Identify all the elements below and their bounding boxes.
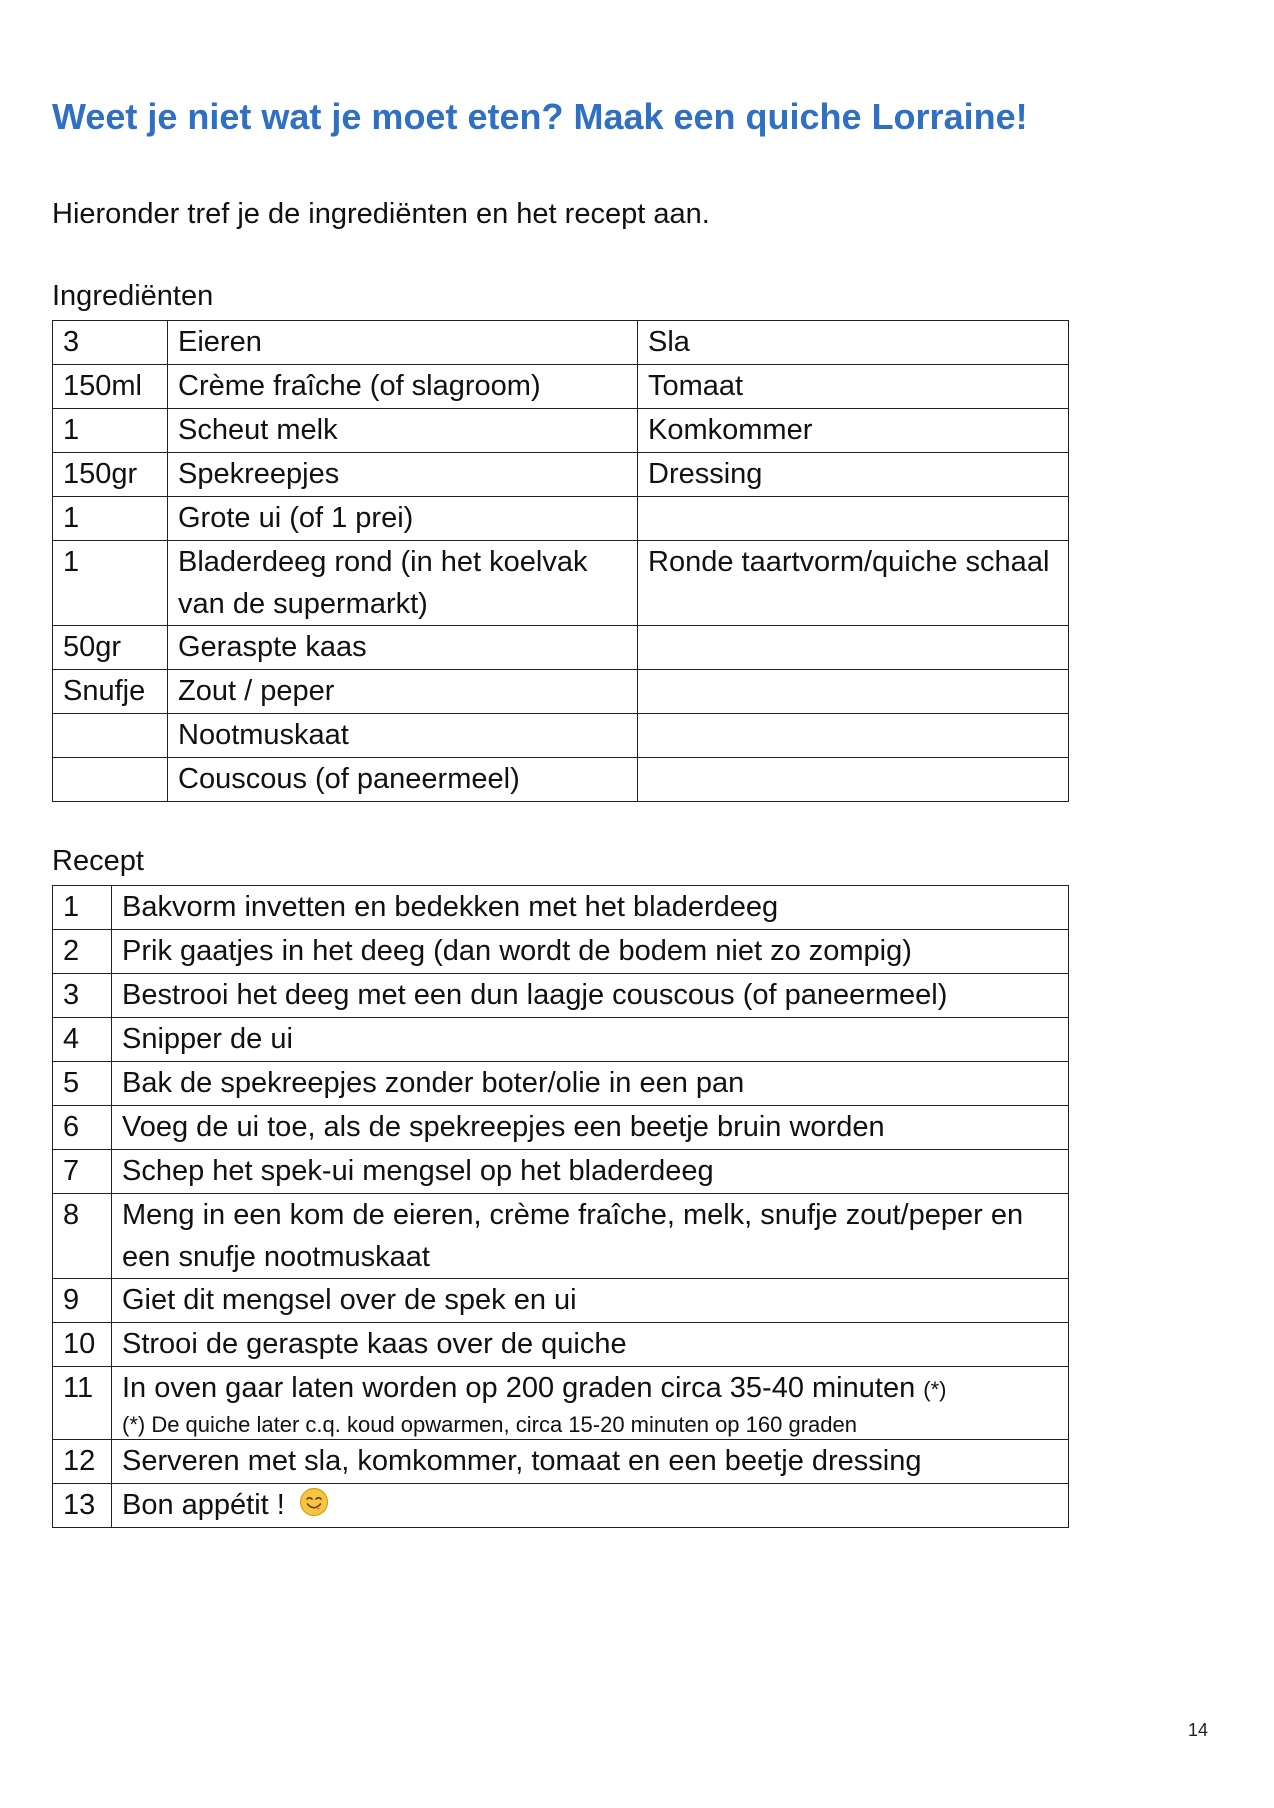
table-row [53, 409, 1069, 453]
step-number: 9 [53, 1279, 112, 1323]
step-text: In oven gaar laten worden op 200 graden circa 35-40 minuten [122, 1372, 916, 1404]
table-row [53, 321, 1069, 365]
step-text: Meng in een kom de eieren, crème fraîche, melk, snufje zout/peper en een snufje nootmuskaat [112, 1194, 1069, 1279]
step-number: 13 [53, 1484, 112, 1528]
table-row [53, 1484, 1069, 1528]
table-row [53, 758, 1069, 802]
intro-text: Hieronder tref je de ingrediënten en het recept aan. [52, 198, 710, 230]
step-text: Strooi de geraspte kaas over de quiche [112, 1323, 1069, 1367]
step-text: Bon appétit ! [122, 1489, 285, 1521]
step-text: Bestrooi het deeg met een dun laagje couscous (of paneermeel) [112, 974, 1069, 1018]
table-row [53, 1323, 1069, 1367]
ingredient-quantity: 3 [53, 321, 168, 365]
ingredient-name: Bladerdeeg rond (in het koelvak van de supermarkt) [168, 541, 638, 626]
table-row [53, 886, 1069, 930]
step-text: Schep het spek-ui mengsel op het bladerdeeg [112, 1150, 1069, 1194]
page-number: 14 [1187, 1720, 1208, 1740]
ingredient-extra: Ronde taartvorm/quiche schaal [638, 541, 1069, 626]
recipe-heading: Recept [52, 845, 144, 877]
step-number: 3 [53, 974, 112, 1018]
table-row [53, 497, 1069, 541]
ingredient-extra [638, 626, 1069, 670]
ingredient-quantity: 50gr [53, 626, 168, 670]
step-text: Bakvorm invetten en bedekken met het bladerdeeg [112, 886, 1069, 930]
ingredient-extra: Komkommer [638, 409, 1069, 453]
table-row [53, 930, 1069, 974]
ingredient-quantity: 1 [53, 409, 168, 453]
table-row [53, 365, 1069, 409]
step-number: 1 [53, 886, 112, 930]
step-number: 11 [53, 1367, 112, 1440]
ingredient-extra [638, 497, 1069, 541]
step-text: Giet dit mengsel over de spek en ui [112, 1279, 1069, 1323]
step-number: 8 [53, 1194, 112, 1279]
ingredient-extra [638, 758, 1069, 802]
step-text: Bak de spekreepjes zonder boter/olie in een pan [112, 1062, 1069, 1106]
ingredient-name: Spekreepjes [168, 453, 638, 497]
ingredient-name: Crème fraîche (of slagroom) [168, 365, 638, 409]
ingredient-extra [638, 670, 1069, 714]
footnote-marker: (*) [923, 1377, 947, 1402]
step-text: Prik gaatjes in het deeg (dan wordt de bodem niet zo zompig) [112, 930, 1069, 974]
ingredient-extra: Dressing [638, 453, 1069, 497]
step-cell [112, 1484, 1069, 1528]
table-row [53, 626, 1069, 670]
ingredient-quantity [53, 758, 168, 802]
step-cell [112, 1367, 1069, 1440]
ingredient-quantity: 1 [53, 541, 168, 626]
step-number: 2 [53, 930, 112, 974]
ingredients-heading: Ingrediënten [52, 280, 214, 312]
ingredient-quantity [53, 714, 168, 758]
ingredient-quantity: 150gr [53, 453, 168, 497]
footnote-text: (*) De quiche later c.q. koud opwarmen, circa 15-20 minuten op 160 graden [122, 1412, 857, 1437]
ingredient-name: Grote ui (of 1 prei) [168, 497, 638, 541]
ingredient-quantity: Snufje [53, 670, 168, 714]
table-row [53, 1150, 1069, 1194]
page-title: Weet je niet wat je moet eten? Maak een quiche Lorraine! [52, 96, 1028, 137]
ingredient-quantity: 1 [53, 497, 168, 541]
ingredient-name: Scheut melk [168, 409, 638, 453]
ingredients-table [52, 320, 1069, 802]
table-row [53, 670, 1069, 714]
step-number: 7 [53, 1150, 112, 1194]
table-row [53, 1367, 1069, 1440]
table-row [53, 541, 1069, 626]
table-row [53, 974, 1069, 1018]
table-row [53, 1106, 1069, 1150]
table-row [53, 453, 1069, 497]
ingredient-name: Nootmuskaat [168, 714, 638, 758]
ingredient-extra: Sla [638, 321, 1069, 365]
table-row [53, 1062, 1069, 1106]
step-number: 6 [53, 1106, 112, 1150]
ingredient-name: Geraspte kaas [168, 626, 638, 670]
ingredient-extra [638, 714, 1069, 758]
smiling-face-icon [299, 1487, 329, 1517]
ingredient-name: Zout / peper [168, 670, 638, 714]
ingredient-name: Eieren [168, 321, 638, 365]
step-number: 5 [53, 1062, 112, 1106]
step-number: 12 [53, 1440, 112, 1484]
ingredient-quantity: 150ml [53, 365, 168, 409]
step-number: 4 [53, 1018, 112, 1062]
table-row [53, 714, 1069, 758]
table-row [53, 1279, 1069, 1323]
step-number: 10 [53, 1323, 112, 1367]
step-text: Voeg de ui toe, als de spekreepjes een beetje bruin worden [112, 1106, 1069, 1150]
table-row [53, 1440, 1069, 1484]
table-row [53, 1194, 1069, 1279]
step-text: Snipper de ui [112, 1018, 1069, 1062]
ingredient-name: Couscous (of paneermeel) [168, 758, 638, 802]
ingredient-extra: Tomaat [638, 365, 1069, 409]
table-row [53, 1018, 1069, 1062]
recipe-table [52, 885, 1069, 1528]
step-text: Serveren met sla, komkommer, tomaat en een beetje dressing [112, 1440, 1069, 1484]
